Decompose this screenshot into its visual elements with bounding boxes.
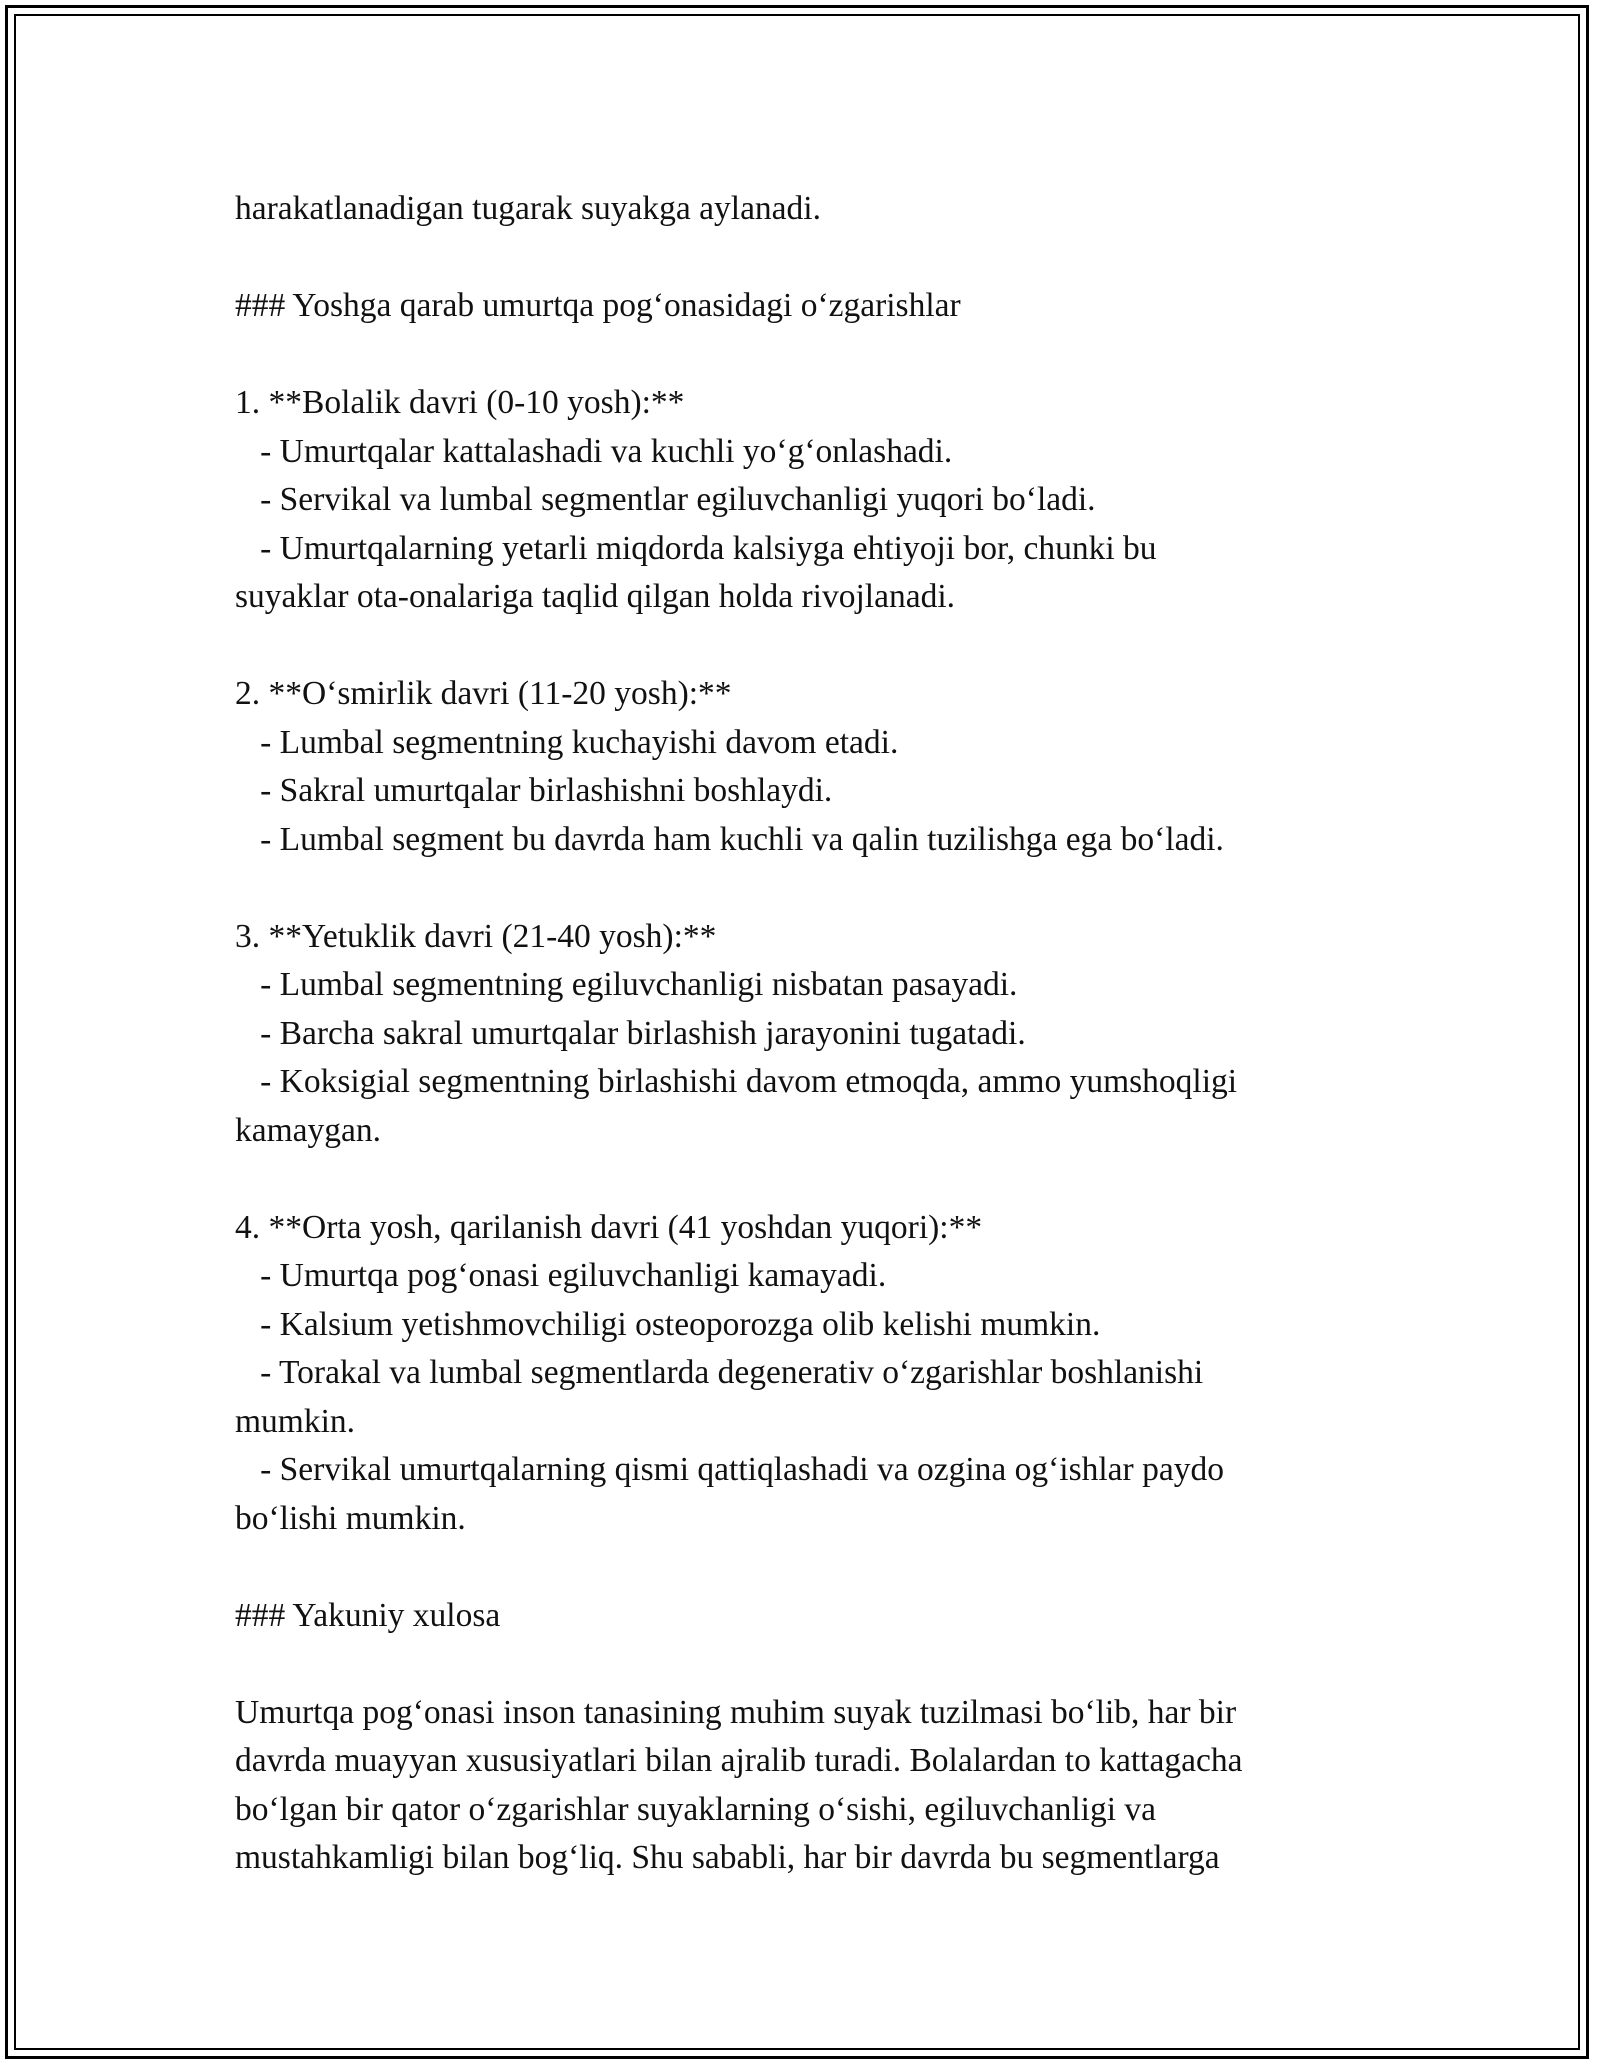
document-body [235,185,1365,1883]
list-item-heading: 3. **Yetuklik davri (21-40 yosh):** [235,917,717,955]
list-item: - Servikal va lumbal segmentlar egiluvchanligi yuqori bo‘ladi. [235,481,1096,518]
list-item: - Kalsium yetishmovchiligi osteoporozga olib kelishi mumkin. [235,1305,1101,1343]
list-item: - Lumbal segmentning kuchayishi davom etadi. [235,723,899,761]
list-item-heading: 4. **Orta yosh, qarilanish davri (41 yoshdan yuqori):** [235,1208,983,1246]
paragraph-line: Umurtqa pog‘onasi inson tanasining muhim suyak tuzilmasi bo‘lib, har bir [235,1693,1237,1731]
list-item: - Lumbal segment bu davrda ham kuchli va qalin tuzilishga ega bo‘ladi. [235,820,1224,858]
text-line: mumkin. [235,1402,356,1440]
section-heading: ### Yoshga qarab umurtqa pog‘onasidagi o‘zgarishlar [235,287,961,324]
list-item: - Sakral umurtqalar birlashishni boshlaydi. [235,772,833,809]
text-line: suyaklar ota-onalariga taqlid qilgan holda rivojlanadi. [235,578,956,615]
section-heading: ### Yakuniy xulosa [235,1596,501,1634]
list-item: - Umurtqalarning yetarli miqdorda kalsiyga ehtiyoji bor, chunki bu [235,529,1157,567]
text-line [235,1155,1365,1204]
list-item: - Torakal va lumbal segmentlarda degenerativ o‘zgarishlar boshlanishi [235,1354,1204,1391]
text-line [235,234,1365,283]
text-line: harakatlanadigan tugarak suyakga aylanadi. [235,190,821,227]
text-line [235,331,1365,380]
list-item: - Umurtqa pog‘onasi egiluvchanligi kamayadi. [235,1257,887,1294]
text-line [235,864,1365,913]
list-item: - Lumbal segmentning egiluvchanligi nisbatan pasayadi. [235,966,1018,1003]
list-item-heading: 2. **O‘smirlik davri (11-20 yosh):** [235,675,732,712]
list-item: - Barcha sakral umurtqalar birlashish jarayonini tugatadi. [235,1014,1026,1052]
paragraph-line: bo‘lgan bir qator o‘zgarishlar suyaklarning o‘sishi, egiluvchanligi va [235,1790,1157,1828]
text-line [235,1543,1365,1592]
list-item-heading: 1. **Bolalik davri (0-10 yosh):** [235,384,685,421]
list-item: - Umurtqalar kattalashadi va kuchli yo‘g‘onlashadi. [235,432,953,470]
text-line [235,1640,1365,1689]
text-line [235,622,1365,671]
paragraph-line: mustahkamligi bilan bog‘liq. Shu sababli, har bir davrda bu segmentlarga [235,1839,1220,1876]
list-item: - Servikal umurtqalarning qismi qattiqlashadi va ozgina og‘ishlar paydo [235,1451,1224,1488]
list-item: - Koksigial segmentning birlashishi davom etmoqda, ammo yumshoqligi [235,1063,1238,1100]
text-line: bo‘lishi mumkin. [235,1499,466,1537]
text-line: kamaygan. [235,1111,382,1149]
paragraph-line: davrda muayyan xususiyatlari bilan ajralib turadi. Bolalardan to kattagacha [235,1742,1243,1779]
